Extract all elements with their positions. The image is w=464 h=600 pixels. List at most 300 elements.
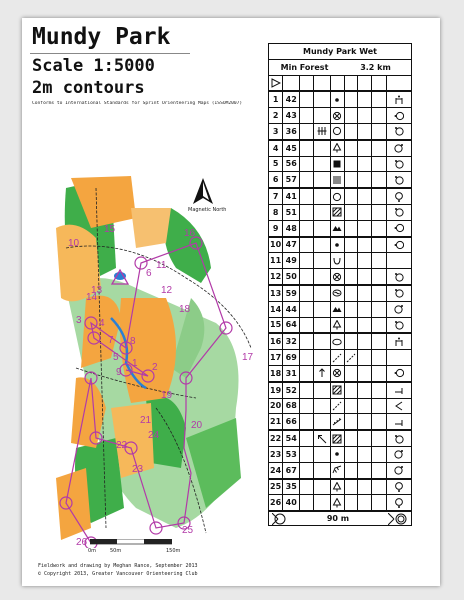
control-number: 25	[182, 525, 194, 536]
empty-cell	[313, 286, 329, 301]
control-circle	[88, 332, 100, 344]
copyright-note: © Copyright 2013, Greater Vancouver Orienteering Club	[38, 571, 198, 577]
top-left-icon	[386, 286, 412, 301]
control-row	[269, 446, 411, 462]
empty-cell	[371, 189, 385, 204]
control-rows	[269, 90, 411, 510]
top-right-icon	[386, 447, 412, 462]
control-number: 4	[99, 318, 105, 329]
control-number: 10	[68, 238, 80, 249]
control-row	[269, 332, 411, 349]
empty-cell	[386, 350, 412, 365]
control-seq-number: 1	[272, 95, 279, 105]
empty-cell	[371, 366, 385, 381]
empty-cell	[371, 431, 385, 446]
empty-cell	[371, 447, 385, 462]
empty-cell	[313, 157, 329, 172]
empty-cell	[299, 399, 313, 414]
empty-cell	[371, 350, 385, 365]
control-code: 32	[282, 334, 299, 349]
bottom-icon	[386, 480, 412, 495]
top-left-icon	[386, 124, 412, 139]
empty-cell	[357, 480, 371, 495]
control-circle	[150, 522, 162, 534]
empty-cell	[299, 286, 313, 301]
empty-cell	[313, 172, 329, 187]
control-row	[269, 284, 411, 301]
empty-cell	[357, 205, 371, 220]
control-seq-number: 6	[272, 175, 279, 185]
control-number: 17	[242, 352, 254, 363]
empty-cell	[357, 189, 371, 204]
control-seq-number: 23	[270, 449, 282, 459]
control-number: 18	[179, 304, 191, 315]
control-code: 41	[282, 189, 299, 204]
angle-icon	[386, 399, 412, 414]
control-row	[269, 381, 411, 398]
control-code: 54	[282, 431, 299, 446]
empty-cell	[299, 495, 313, 510]
tree-icon	[330, 318, 344, 333]
empty-cell	[299, 189, 313, 204]
empty-cell	[313, 302, 329, 317]
slash-icon	[344, 350, 357, 365]
control-seq-number: 9	[272, 223, 279, 233]
control-code: 66	[282, 414, 299, 429]
empty-cell	[313, 221, 329, 236]
control-number: 1	[132, 358, 138, 369]
empty-cell	[344, 269, 357, 284]
control-code: 51	[282, 205, 299, 220]
empty-cell	[371, 221, 385, 236]
empty-cell	[313, 92, 329, 107]
empty-cell	[344, 238, 357, 253]
hatched-icon	[330, 383, 344, 398]
control-code: 48	[282, 221, 299, 236]
side-left-icon	[386, 238, 412, 253]
control-number: 20	[191, 420, 203, 431]
empty-cell	[344, 92, 357, 107]
empty-cell	[357, 124, 371, 139]
top-right-icon	[386, 141, 412, 156]
empty-cell	[344, 221, 357, 236]
empty-cell	[357, 366, 371, 381]
start-triangle-icon	[269, 76, 282, 91]
empty-cell	[299, 447, 313, 462]
empty-cell	[299, 366, 313, 381]
control-row	[269, 123, 411, 139]
control-number: 16	[184, 228, 196, 239]
control-number: 15	[104, 224, 116, 235]
control-row	[269, 365, 411, 381]
top-left-icon	[386, 318, 412, 333]
contour-interval: 2m contours	[32, 78, 145, 98]
empty-cell	[371, 141, 385, 156]
empty-cell	[299, 350, 313, 365]
empty-cell	[344, 366, 357, 381]
control-seq-number: 14	[270, 304, 282, 314]
dot-icon	[330, 92, 344, 107]
control-code: 42	[282, 92, 299, 107]
empty-cell	[371, 205, 385, 220]
course-class-row	[269, 59, 411, 75]
empty-cell	[344, 318, 357, 333]
control-row	[269, 301, 411, 317]
control-circle	[90, 432, 102, 444]
control-code: 69	[282, 350, 299, 365]
empty-cell	[371, 92, 385, 107]
side-left-icon	[386, 221, 412, 236]
empty-cell	[357, 92, 371, 107]
control-row	[269, 429, 411, 446]
arrow-nw-icon	[313, 431, 329, 446]
control-row	[269, 478, 411, 495]
control-number: 13	[91, 285, 103, 296]
side-left-icon	[386, 366, 412, 381]
tree-icon	[330, 480, 344, 495]
control-seq-number: 8	[272, 207, 279, 217]
cross-circle-icon	[330, 269, 344, 284]
empty-cell	[357, 431, 371, 446]
control-row	[269, 398, 411, 414]
empty-cell	[357, 447, 371, 462]
dash-line-icon	[330, 350, 344, 365]
control-seq-number: 19	[270, 385, 282, 395]
control-code: 47	[282, 238, 299, 253]
empty-cell	[299, 253, 313, 268]
fieldwork-credit: Fieldwork and drawing by Meghan Rance, September 2013	[38, 563, 198, 569]
empty-cell	[344, 124, 357, 139]
empty-cell	[313, 383, 329, 398]
empty-cell	[313, 495, 329, 510]
hatched-icon	[330, 431, 344, 446]
empty-cell	[357, 350, 371, 365]
control-number: 21	[140, 415, 152, 426]
end-bar-icon	[386, 383, 412, 398]
control-number: 23	[132, 464, 144, 475]
control-seq-number: 11	[270, 256, 282, 266]
empty-cell	[313, 189, 329, 204]
control-code: 59	[282, 286, 299, 301]
control-code: 35	[282, 480, 299, 495]
three-lines-icon	[313, 124, 329, 139]
stairs-icon	[330, 172, 344, 187]
control-row	[269, 317, 411, 333]
empty-cell	[299, 318, 313, 333]
empty-cell	[371, 495, 385, 510]
scale-tick-label: 150m	[166, 548, 181, 554]
control-row	[269, 268, 411, 284]
empty-cell	[371, 414, 385, 429]
empty-cell	[299, 414, 313, 429]
north-arrow-icon	[192, 178, 214, 206]
empty-cell	[371, 157, 385, 172]
empty-cell	[299, 431, 313, 446]
control-code: 45	[282, 141, 299, 156]
empty-cell	[299, 480, 313, 495]
empty-cell	[299, 108, 313, 123]
empty-cell	[357, 269, 371, 284]
control-code: 43	[282, 108, 299, 123]
top-right-icon	[386, 463, 412, 478]
empty-cell	[299, 302, 313, 317]
side-left-icon	[386, 108, 412, 123]
empty-cell	[299, 269, 313, 284]
empty-cell	[313, 463, 329, 478]
control-code: 64	[282, 318, 299, 333]
empty-cell	[371, 399, 385, 414]
top-left-icon	[386, 431, 412, 446]
control-code: 49	[282, 253, 299, 268]
control-number: 3	[76, 315, 82, 326]
empty-cell	[313, 238, 329, 253]
dot-icon	[330, 447, 344, 462]
empty-cell	[299, 124, 313, 139]
empty-cell	[357, 334, 371, 349]
empty-cell	[357, 172, 371, 187]
control-row	[269, 107, 411, 123]
empty-cell	[344, 302, 357, 317]
finish-row	[269, 510, 411, 525]
empty-cell	[299, 141, 313, 156]
empty-cell	[371, 108, 385, 123]
scale-tick-label: 0m	[88, 548, 97, 554]
circle-icon	[330, 124, 344, 139]
empty-cell	[344, 253, 357, 268]
empty-cell	[357, 238, 371, 253]
control-row	[269, 204, 411, 220]
mound-icon	[330, 221, 344, 236]
top-left-icon	[386, 172, 412, 187]
control-seq-number: 21	[270, 417, 282, 427]
control-row	[269, 171, 411, 187]
empty-cell	[313, 414, 329, 429]
scale-bar	[90, 539, 172, 545]
between-icon	[386, 92, 412, 107]
control-row	[269, 494, 411, 510]
control-seq-number: 22	[270, 434, 282, 444]
control-code: 44	[282, 302, 299, 317]
empty-cell	[371, 302, 385, 317]
empty-cell	[344, 141, 357, 156]
empty-cell	[344, 383, 357, 398]
top-left-icon	[386, 269, 412, 284]
dot-icon	[330, 238, 344, 253]
control-seq-number: 2	[272, 111, 279, 121]
control-row	[269, 349, 411, 365]
map-scale: Scale 1:5000	[32, 56, 155, 76]
tree-icon	[330, 495, 344, 510]
empty-cell	[357, 108, 371, 123]
end-bar-icon	[386, 414, 412, 429]
control-number: 11	[156, 260, 167, 271]
empty-cell	[313, 318, 329, 333]
empty-cell	[371, 463, 385, 478]
bottom-icon	[386, 189, 412, 204]
empty-cell	[371, 318, 385, 333]
empty-cell	[344, 447, 357, 462]
control-row	[269, 156, 411, 172]
control-number: 22	[116, 440, 128, 451]
empty-cell	[299, 463, 313, 478]
cross-circle-icon	[330, 108, 344, 123]
control-seq-number: 17	[270, 353, 282, 363]
control-number: 2	[152, 362, 158, 373]
control-row	[269, 252, 411, 268]
empty-cell	[371, 480, 385, 495]
empty-cell	[371, 286, 385, 301]
control-number: 7	[108, 335, 114, 346]
empty-cell	[299, 334, 313, 349]
cup-icon	[330, 253, 344, 268]
control-seq-number: 13	[270, 288, 282, 298]
square-icon	[330, 157, 344, 172]
dash-line-icon	[330, 399, 344, 414]
empty-cell	[371, 269, 385, 284]
empty-cell	[313, 205, 329, 220]
control-circle	[85, 372, 97, 384]
control-circle	[85, 317, 97, 329]
empty-cell	[299, 92, 313, 107]
empty-cell	[344, 172, 357, 187]
control-circle	[120, 364, 132, 376]
empty-cell	[344, 108, 357, 123]
empty-cell	[344, 399, 357, 414]
control-code: 53	[282, 447, 299, 462]
empty-cell	[344, 205, 357, 220]
cross-circle-icon	[330, 366, 344, 381]
empty-cell	[299, 157, 313, 172]
control-code: 40	[282, 495, 299, 510]
empty-cell	[344, 414, 357, 429]
scale-tick-label: 50m	[110, 548, 122, 554]
empty-cell	[344, 189, 357, 204]
empty-cell	[357, 318, 371, 333]
wave-icon	[330, 286, 344, 301]
control-number: 19	[161, 390, 173, 401]
empty-cell	[313, 141, 329, 156]
empty-cell	[371, 334, 385, 349]
control-row	[269, 90, 411, 107]
tree-icon	[330, 141, 344, 156]
empty-cell	[357, 302, 371, 317]
control-number: 24	[148, 430, 160, 441]
control-number: 9	[116, 367, 122, 378]
empty-cell	[299, 172, 313, 187]
empty-cell	[371, 253, 385, 268]
empty-cell	[313, 269, 329, 284]
empty-cell	[371, 383, 385, 398]
between-icon	[386, 334, 412, 349]
course-class: Min Forest	[280, 62, 329, 72]
empty-cell	[357, 463, 371, 478]
control-seq-number: 7	[272, 192, 279, 202]
empty-cell	[386, 253, 412, 268]
control-number: 26	[76, 537, 88, 548]
empty-cell	[357, 253, 371, 268]
control-code: 57	[282, 172, 299, 187]
control-number: 12	[161, 285, 173, 296]
empty-cell	[344, 480, 357, 495]
control-seq-number: 3	[272, 126, 279, 136]
empty-cell	[357, 286, 371, 301]
map-title: Mundy Park	[32, 24, 171, 50]
course-length: 3.2 km	[360, 62, 391, 72]
empty-cell	[344, 286, 357, 301]
empty-cell	[313, 253, 329, 268]
mound-icon	[330, 302, 344, 317]
control-seq-number: 26	[270, 498, 282, 508]
bottom-icon	[386, 495, 412, 510]
oval-icon	[330, 334, 344, 349]
control-code: 31	[282, 366, 299, 381]
control-seq-number: 18	[270, 368, 282, 378]
finish-distance: 90 m	[326, 514, 350, 523]
control-code: 68	[282, 399, 299, 414]
empty-cell	[344, 495, 357, 510]
empty-cell	[357, 383, 371, 398]
control-code: 50	[282, 269, 299, 284]
fence-icon	[330, 414, 344, 429]
control-seq-number: 15	[270, 320, 282, 330]
cliff-icon	[330, 463, 344, 478]
empty-cell	[371, 238, 385, 253]
control-number: 6	[146, 268, 152, 279]
control-seq-number: 5	[272, 159, 279, 169]
control-code: 52	[282, 383, 299, 398]
control-circle	[220, 322, 232, 334]
empty-cell	[344, 463, 357, 478]
control-row	[269, 187, 411, 204]
circle-icon	[330, 189, 344, 204]
empty-cell	[357, 141, 371, 156]
control-code: 67	[282, 463, 299, 478]
control-overlay	[36, 148, 272, 548]
empty-cell	[299, 221, 313, 236]
control-number: 14	[86, 292, 98, 303]
control-row	[269, 462, 411, 478]
empty-cell	[313, 480, 329, 495]
course-title: Mundy Park Wet	[303, 46, 377, 56]
top-left-icon	[386, 205, 412, 220]
empty-cell	[313, 108, 329, 123]
empty-cell	[344, 157, 357, 172]
empty-cell	[371, 124, 385, 139]
control-row	[269, 413, 411, 429]
empty-cell	[299, 238, 313, 253]
empty-cell	[357, 221, 371, 236]
control-number: 5	[113, 352, 119, 363]
map-sheet	[22, 18, 440, 586]
empty-cell	[357, 495, 371, 510]
finish-circles-icon	[388, 513, 408, 525]
start-row	[269, 75, 411, 91]
empty-cell	[299, 383, 313, 398]
empty-cell	[313, 350, 329, 365]
control-seq-number: 10	[270, 240, 282, 250]
empty-cell	[299, 205, 313, 220]
control-number: 8	[130, 336, 136, 347]
empty-cell	[313, 447, 329, 462]
control-seq-number: 12	[270, 272, 282, 282]
standards-note: Conforms to International Standards for Sprint Orienteering Maps (ISSOM2007)	[32, 101, 243, 106]
control-row	[269, 220, 411, 236]
control-description-sheet	[268, 43, 412, 526]
control-circle	[180, 372, 192, 384]
arrow-up-icon	[313, 366, 329, 381]
control-code: 36	[282, 124, 299, 139]
empty-cell	[313, 399, 329, 414]
